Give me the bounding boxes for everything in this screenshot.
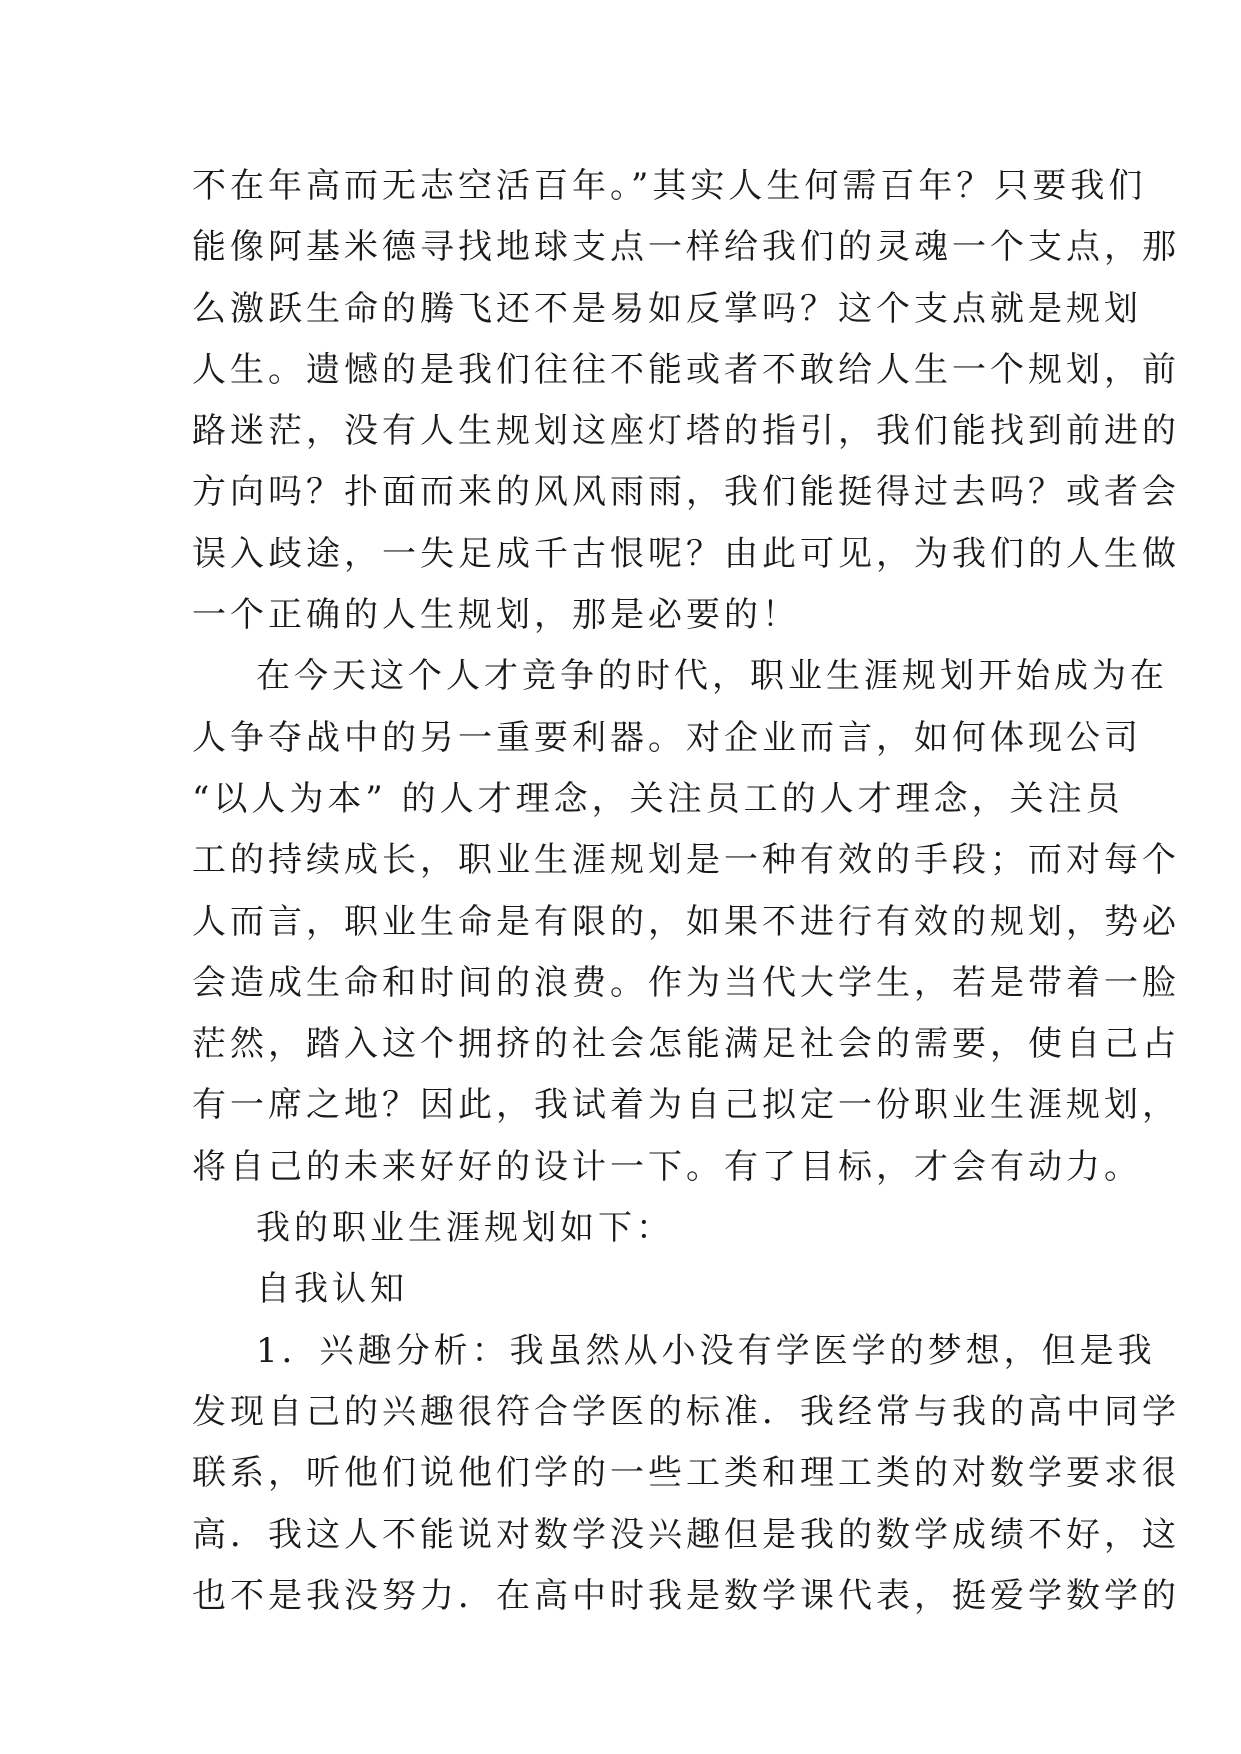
text-line: 工的持续成长，职业生涯规划是一种有效的手段；而对每个 (192, 840, 1180, 881)
paragraph-start-line: 我的职业生涯规划如下： (256, 1208, 674, 1249)
text-line: 人生。遗憾的是我们往往不能或者不敢给人生一个规划，前 (192, 349, 1180, 390)
text-line: 茫然，踏入这个拥挤的社会怎能满足社会的需要，使自己占 (192, 1024, 1180, 1065)
text-line: 有一席之地？因此，我试着为自己拟定一份职业生涯规划， (192, 1085, 1180, 1126)
text-line: 将自己的未来好好的设计一下。有了目标，才会有动力。 (192, 1146, 1142, 1187)
text-line: 高．我这人不能说对数学没兴趣但是我的数学成绩不好，这 (192, 1514, 1180, 1555)
text-line: 方向吗？扑面而来的风风雨雨，我们能挺得过去吗？或者会 (192, 472, 1180, 513)
text-line: 一个正确的人生规划，那是必要的！ (192, 595, 800, 636)
text-line: “以人为本” 的人才理念，关注员工的人才理念，关注员 (192, 778, 1124, 819)
text-line: 发现自己的兴趣很符合学医的标准．我经常与我的高中同学 (192, 1391, 1180, 1432)
text-line: 人争夺战中的另一重要利器。对企业而言，如何体现公司 (192, 717, 1142, 758)
text-line: 也不是我没努力．在高中时我是数学课代表，挺爱学数学的 (192, 1575, 1180, 1616)
text-line: 联系，听他们说他们学的一些工类和理工类的对数学要求很 (192, 1453, 1180, 1494)
text-line: 么激跃生命的腾飞还不是易如反掌吗？这个支点就是规划 (192, 288, 1142, 329)
text-line: 路迷茫，没有人生规划这座灯塔的指引，我们能找到前进的 (192, 411, 1180, 452)
text-line: 会造成生命和时间的浪费。作为当代大学生，若是带着一脸 (192, 962, 1180, 1003)
text-line: 能像阿基米德寻找地球支点一样给我们的灵魂一个支点，那 (192, 227, 1180, 268)
paragraph-start-line: 在今天这个人才竞争的时代，职业生涯规划开始成为在 (256, 656, 1168, 697)
document-body (192, 156, 1180, 1627)
section-heading: 自我认知 (256, 1269, 408, 1310)
paragraph-start-line: 1．兴趣分析：我虽然从小没有学医学的梦想，但是我 (256, 1330, 1156, 1371)
text-line: 人而言，职业生命是有限的，如果不进行有效的规划，势必 (192, 901, 1180, 942)
text-line: 误入歧途，一失足成千古恨呢？由此可见，为我们的人生做 (192, 533, 1180, 574)
text-line: 不在年高而无志空活百年。”其实人生何需百年？只要我们 (192, 166, 1147, 206)
